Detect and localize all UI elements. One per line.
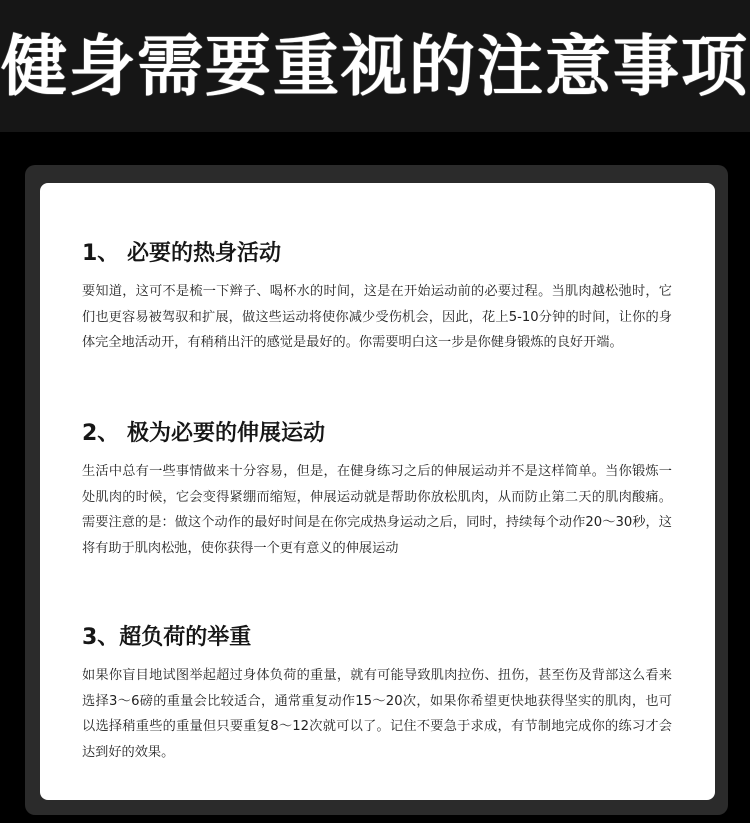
section-title: 2、 极为必要的伸展运动 <box>82 421 325 446</box>
section-body: 要知道，这可不是梳一下辫子、喝杯水的时间，这是在开始运动前的必要过程。当肌肉越松弛时，它们也更容易被驾驭和扩展，做这些运动将使你减少受伤机会，因此，花上5-10分钟的时间，让你的身体完全地活动开，有稍稍出汗的感觉是最好的。你需要明白这一步是你健身锻炼的良好开端。 <box>82 284 672 350</box>
page-title: 健身需要重视的注意事项 <box>1 28 749 105</box>
section-warmup <box>82 239 672 356</box>
section-stretching <box>82 419 672 561</box>
section-body: 如果你盲目地试图举起超过身体负荷的重量，就有可能导致肌肉拉伤、扭伤，甚至伤及背部这么看来选择3～6磅的重量会比较适合，通常重复动作15～20次，如果你希望更快地获得坚实的肌肉，也可以选择稍重些的重量但只要重复8～12次就可以了。记住不要急于求成，有节制地完成你的练习才会达到好的效果。 <box>82 668 672 760</box>
section-title: 1、 必要的热身活动 <box>82 241 281 266</box>
header-banner <box>0 0 750 132</box>
section-title: 3、超负荷的举重 <box>82 625 252 650</box>
section-overload-lifting <box>82 623 672 765</box>
content-card <box>40 183 715 800</box>
section-body: 生活中总有一些事情做来十分容易，但是，在健身练习之后的伸展运动并不是这样简单。当你锻炼一处肌肉的时候，它会变得紧绷而缩短，伸展运动就是帮助你放松肌肉，从而防止第二天的肌肉酸痛。需要注意的是：做这个动作的最好时间是在你完成热身运动之后，同时，持续每个动作20～30秒，这将有助于肌肉松弛，使你获得一个更有意义的伸展运动 <box>82 464 672 556</box>
